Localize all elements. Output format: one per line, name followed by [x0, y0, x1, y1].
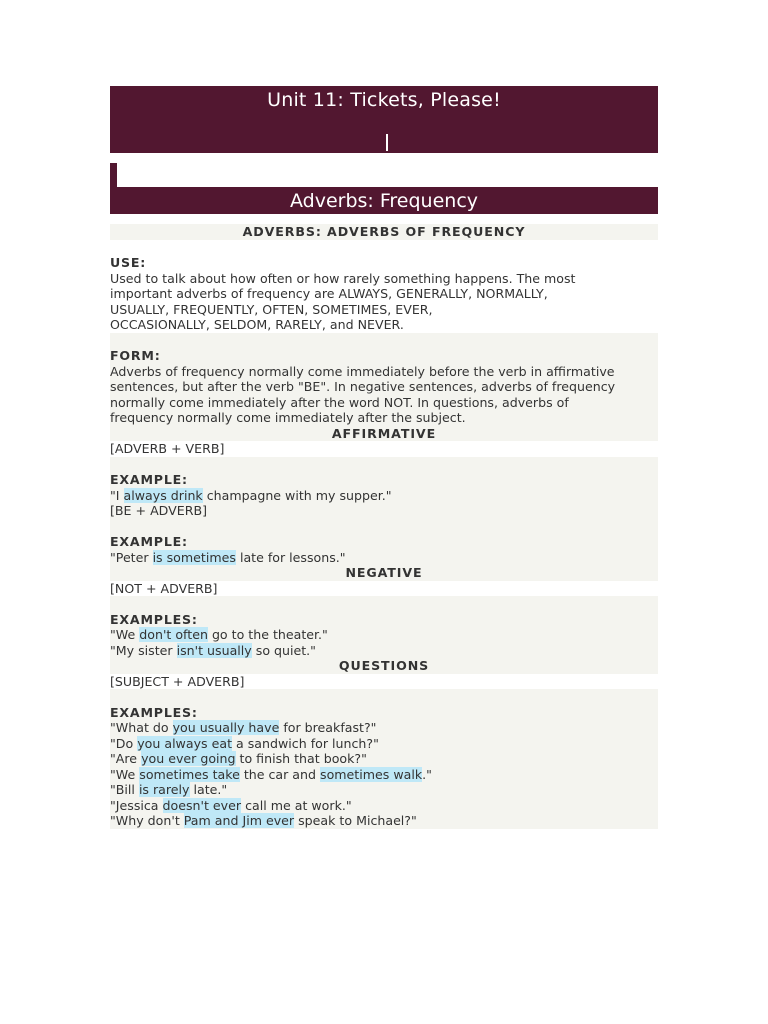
example-label: EXAMPLE: — [110, 472, 188, 487]
main-heading-block — [110, 224, 658, 240]
affirmative-examples-block — [110, 457, 658, 581]
examples-label: EXAMPLES: — [110, 704, 198, 720]
negative-pattern-block — [110, 581, 658, 597]
highlight: don't often — [139, 627, 208, 642]
highlight: you ever going — [141, 751, 236, 766]
example-label: EXAMPLE: — [110, 534, 188, 549]
questions-examples-block — [110, 689, 658, 829]
highlight: you always eat — [137, 735, 233, 751]
use-line: Used to talk about how often or how rarely something happens. The most — [110, 270, 576, 286]
example-sentence: "I always drink champagne with my supper." — [110, 487, 392, 503]
highlight: sometimes take — [139, 766, 240, 782]
main-heading: ADVERBS: ADVERBS OF FREQUENCY — [242, 224, 526, 239]
example-sentence: "We don't often go to the theater." — [110, 627, 328, 642]
use-block — [110, 240, 658, 333]
negative-heading: NEGATIVE — [345, 565, 423, 580]
pattern-be-adverb: [BE + ADVERB] — [110, 503, 208, 518]
highlight: Pam and Jim ever — [183, 813, 295, 828]
form-block — [110, 333, 658, 442]
example-sentence: "Are you ever going to finish that book?" — [110, 751, 367, 766]
highlight: you usually have — [172, 720, 280, 735]
unit-title: Unit 11: Tickets, Please! — [267, 89, 501, 111]
use-label: USE: — [110, 255, 147, 270]
example-sentence: "Jessica doesn't ever call me at work." — [110, 797, 352, 813]
text-cursor — [386, 134, 388, 151]
example-sentence: "Why don't Pam and Jim ever speak to Michael?" — [110, 813, 417, 828]
use-line: USUALLY, FREQUENTLY, OFTEN, SOMETIMES, EVER, — [110, 301, 433, 317]
highlight: is rarely — [138, 782, 190, 797]
highlight: sometimes walk — [320, 766, 423, 782]
use-line: important adverbs of frequency are ALWAYS, GENERALLY, NORMALLY, — [110, 286, 548, 301]
highlight: always drink — [123, 487, 203, 503]
example-sentence: "Peter is sometimes late for lessons." — [110, 549, 346, 565]
negative-examples-block — [110, 596, 658, 674]
document — [110, 86, 658, 829]
form-line: frequency normally come immediately after the subject. — [110, 410, 466, 425]
pattern-adverb-verb: [ADVERB + VERB] — [110, 441, 225, 456]
form-line: normally come immediately after the word NOT. In questions, adverbs of — [110, 394, 569, 410]
pattern-not-adverb: [NOT + ADVERB] — [110, 580, 218, 596]
example-sentence: "We sometimes take the car and sometimes walk." — [110, 766, 432, 782]
form-line: Adverbs of frequency normally come immediately before the verb in affirmative — [110, 363, 615, 379]
banner-stub — [110, 163, 658, 187]
questions-heading: QUESTIONS — [338, 658, 430, 673]
highlight: is sometimes — [152, 549, 236, 565]
form-line: sentences, but after the verb "BE". In negative sentences, adverbs of frequency — [110, 379, 616, 394]
example-sentence: "Do you always eat a sandwich for lunch?" — [110, 735, 379, 751]
use-line: OCCASIONALLY, SELDOM, RARELY, and NEVER. — [110, 317, 404, 332]
highlight: isn't usually — [176, 642, 252, 658]
pattern-subject-adverb: [SUBJECT + ADVERB] — [110, 673, 245, 689]
questions-pattern-block — [110, 674, 658, 690]
example-sentence: "What do you usually have for breakfast?" — [110, 720, 377, 735]
affirmative-pattern-block — [110, 441, 658, 457]
example-sentence: "Bill is rarely late." — [110, 782, 228, 797]
form-label: FORM: — [110, 348, 161, 363]
examples-label: EXAMPLES: — [110, 611, 198, 627]
highlight: doesn't ever — [162, 797, 242, 813]
affirmative-heading: AFFIRMATIVE — [331, 425, 437, 441]
example-sentence: "My sister isn't usually so quiet." — [110, 642, 316, 658]
unit-banner — [110, 86, 658, 153]
section-title: Adverbs: Frequency — [289, 190, 479, 212]
section-banner — [110, 187, 658, 214]
